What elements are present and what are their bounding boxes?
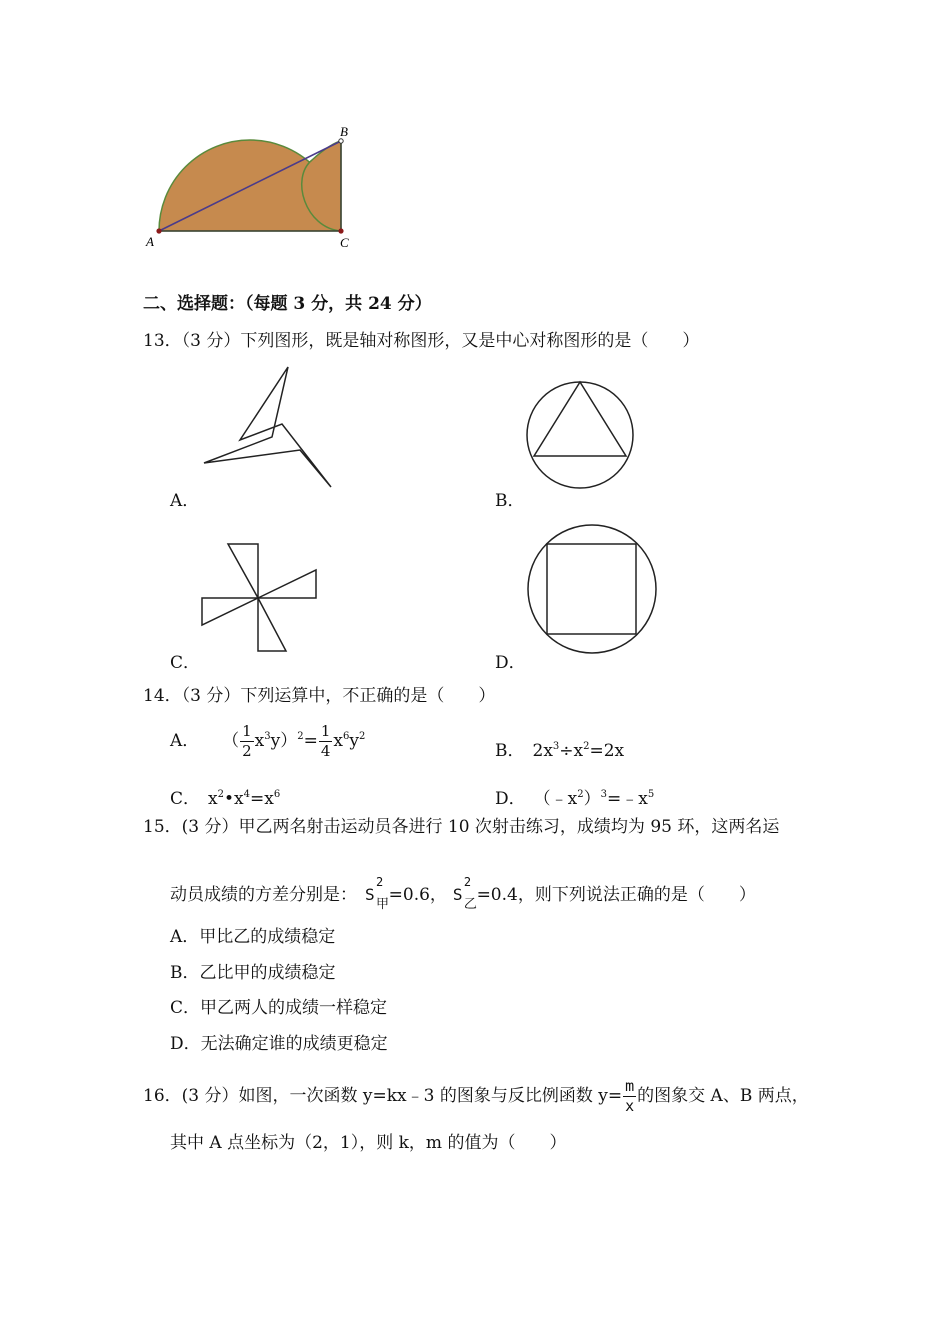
q14-d-label: D． [495, 789, 526, 809]
point-c-dot [338, 228, 343, 233]
semicircle-lune-figure [140, 120, 370, 255]
label-c: C [340, 235, 349, 250]
q15-line-1: 15．(3 分）甲乙两名射击运动员各进行 10 次射击练习，成绩均为 95 环，这两名运 [143, 817, 780, 837]
q14-a-fraction-2: $\frac{1}{4}$ [320, 722, 331, 760]
q14-c-label: C． [170, 789, 201, 809]
q13-option-c-label: C． [170, 653, 201, 673]
q14-b-label: B． [495, 741, 525, 761]
q14-stem: 14．（3 分）下列运算中，不正确的是（ ） [143, 686, 496, 706]
s-squared-jia: S 2 甲 [365, 875, 390, 912]
label-b: B [340, 124, 348, 139]
point-a-dot [156, 228, 161, 233]
q14-option-a: A． （ $\frac{1}{2}$ $x^3y)^2=$ $\frac{1}{4}$ $x^6y^2$ [170, 722, 366, 760]
q14-option-d: D． $(﹣x^2)^3=﹣x^5$ [495, 789, 655, 809]
q15-line-2: 动员成绩的方差分别是： S 2 甲 =0.6， S 2 乙 =0.4，则下列说法正确的是（ ） [170, 875, 756, 912]
q13-figure-a-pinwheel-triangle [195, 360, 340, 495]
q13-stem: 13．（3 分）下列图形，既是轴对称图形，又是中心对称图形的是（ ） [143, 331, 700, 351]
q16-fraction-m-over-x: $\frac{m}{x}$ [625, 1077, 635, 1115]
q14-option-c: C． $x^2•x^4=x^6$ [170, 789, 281, 809]
q15-option-d: D．无法确定谁的成绩更稳定 [170, 1034, 388, 1054]
q13-figure-d-circle-square [522, 520, 662, 660]
label-a: A [146, 234, 154, 249]
q13-figure-b-circle-triangle [520, 375, 640, 495]
s-squared-yi: S 2 乙 [452, 875, 477, 912]
q13-option-b-label: B． [495, 491, 525, 511]
q13-option-d-label: D． [495, 653, 526, 673]
q14-a-open: （ [222, 731, 240, 751]
q15-option-a: A．甲比乙的成绩稳定 [170, 927, 336, 947]
section-heading: 二、选择题：（每题 3 分，共 24 分） [143, 294, 432, 314]
q15-option-c: C．甲乙两人的成绩一样稳定 [170, 998, 388, 1018]
q13-option-a-label: A． [170, 491, 200, 511]
point-b-dot [339, 139, 343, 143]
q15-option-b: B．乙比甲的成绩稳定 [170, 963, 336, 983]
q16-line-1: 16．(3 分）如图，一次函数 y=kx﹣3 的图象与反比例函数 y= $\frac{m}{x}$ 的图象交 A、B 两点， [143, 1077, 809, 1115]
q14-a-fraction-1: $\frac{1}{2}$ [242, 722, 252, 760]
q14-a-label: A． [170, 731, 200, 751]
q14-option-b: B． $2x^3\div x^2=2x$ [495, 741, 625, 761]
q16-line-2: 其中 A 点坐标为（2，1），则 k，m 的值为（ ） [170, 1133, 567, 1153]
q13-figure-c-pinwheel [195, 538, 325, 658]
